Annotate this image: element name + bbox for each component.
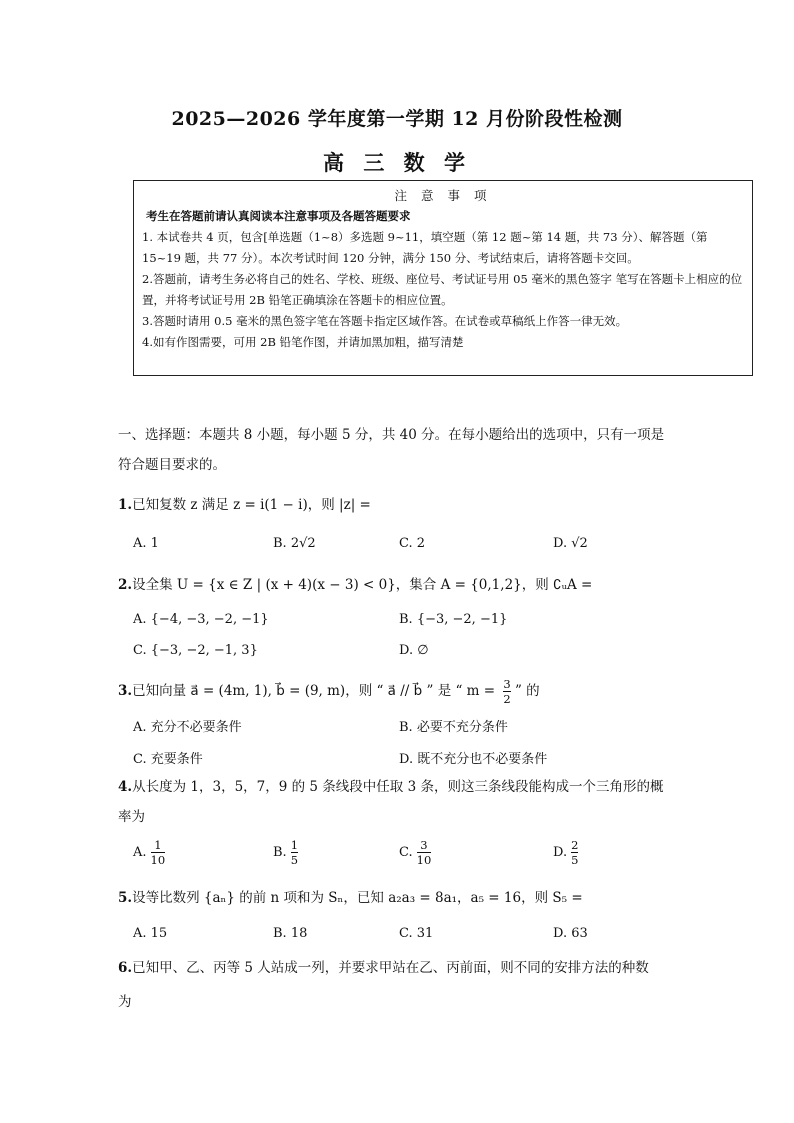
notice-item: 3.答题时请用 0.5 毫米的黑色签字笔在答题卡指定区域作答。在试卷或草稿纸上作答一律无效。 [142, 314, 628, 328]
question-number: 5. [118, 890, 133, 906]
question-number: 2. [118, 577, 133, 593]
option-d [553, 838, 578, 867]
exam-title: 2025—2026 学年度第一学期 12 月份阶段性检测 [171, 108, 623, 130]
option-a [133, 838, 165, 867]
fraction-denominator: 5 [571, 853, 579, 867]
notice-item: 1. 本试卷共 4 页，包含[单选题（1~8）多选题 9~11，填空题（第 12 题~第 14 题，共 73 分）、解答题（第 15~19 题，共 77 分）。本次考试时间 120 分钟，满分 150 分、考试结束后，请将答题卡交回。 [142, 230, 708, 265]
question-number: 4. [118, 779, 133, 795]
question-stem-line2: 为 [118, 994, 132, 1010]
fraction [417, 838, 432, 867]
question-6 [118, 953, 678, 1017]
question-stem: 已知向量 a⃗ = (4m, 1), b⃗ = (9, m)，则 “ a⃗ // b⃗ ” 是 “ m = [132, 683, 500, 699]
question-number: 3. [118, 683, 133, 699]
option-d: D. ∅ [399, 643, 429, 658]
notice-box [133, 180, 753, 376]
question-1 [118, 490, 678, 520]
fraction-numerator: 3 [503, 677, 511, 691]
option-b [273, 838, 298, 867]
question-number: 1. [118, 497, 133, 513]
notice-heading: 注 意 事 项 [394, 188, 492, 203]
question-3 [118, 676, 678, 706]
exam-subject: 高 三 数 学 [323, 150, 471, 175]
option-a: A. {−4, −3, −2, −1} [133, 612, 269, 627]
fraction-denominator: 2 [503, 692, 511, 706]
section-line: 一、选择题：本题共 8 小题，每小题 5 分，共 40 分。在每小题给出的选项中，只有一项是 [118, 427, 665, 443]
option-label: A. [133, 845, 147, 860]
question-stem: 设全集 U = {x ∈ Z | (x + 4)(x − 3) < 0}，集合 A = {0,1,2}，则 ∁ᵤA = [132, 577, 593, 593]
option-c: C. 2 [399, 536, 426, 551]
question-5 [118, 883, 678, 913]
fraction-numerator: 2 [571, 838, 579, 852]
fraction-denominator: 10 [150, 853, 166, 867]
option-b: B. 2√2 [273, 536, 316, 551]
notice-item: 2.答题前，请考生务必将自己的姓名、学校、班级、座位号、考试证号用 05 毫米的黑色签字 笔写在答题卡上相应的位置，并将考试证号用 2B 铅笔正确填涂在答题卡的相应位置。 [142, 272, 743, 307]
question-stem: 已知复数 z 满足 z = i(1 − i)，则 |z| = [132, 497, 371, 513]
fraction-numerator: 1 [154, 838, 162, 852]
option-label: B. [273, 845, 287, 860]
fraction [291, 838, 298, 867]
question-stem-end: ” 的 [510, 683, 540, 699]
fraction [151, 838, 166, 867]
notice-item: 4.如有作图需要，可用 2B 铅笔作图，并请加黑加粗，描写清楚 [142, 335, 464, 349]
option-d: D. √2 [553, 536, 588, 551]
option-a: A. 1 [133, 536, 159, 551]
option-b: B. 必要不充分条件 [399, 720, 508, 735]
section-heading [118, 420, 678, 480]
option-c: C. 31 [399, 926, 434, 941]
question-stem: 从长度为 1，3，5，7，9 的 5 条线段中任取 3 条，则这三条线段能构成一个三角形的概 [132, 779, 664, 795]
question-4 [118, 772, 678, 832]
question-stem: 已知甲、乙、丙等 5 人站成一列，并要求甲站在乙、丙前面，则不同的安排方法的种数 [132, 960, 649, 976]
option-c [399, 838, 431, 867]
option-d: D. 既不充分也不必要条件 [399, 752, 548, 767]
option-b: B. {−3, −2, −1} [399, 612, 508, 627]
fraction [571, 838, 578, 867]
option-a: A. 充分不必要条件 [133, 720, 242, 735]
fraction-denominator: 5 [290, 853, 299, 867]
option-label: C. [399, 845, 413, 860]
fraction-denominator: 10 [416, 853, 432, 867]
fraction-numerator: 3 [420, 838, 428, 852]
fraction [503, 677, 510, 706]
section-line: 符合题目要求的。 [118, 457, 226, 473]
option-d: D. 63 [553, 926, 588, 941]
option-a: A. 15 [133, 926, 168, 941]
option-b: B. 18 [273, 926, 308, 941]
option-label: D. [553, 845, 568, 860]
question-number: 6. [118, 960, 133, 976]
question-stem-line2: 率为 [118, 809, 145, 825]
fraction-numerator: 1 [290, 838, 299, 852]
option-c: C. 充要条件 [133, 752, 203, 767]
option-c: C. {−3, −2, −1, 3} [133, 643, 258, 658]
question-stem: 设等比数列 {aₙ} 的前 n 项和为 Sₙ，已知 a₂a₃ = 8a₁，a₅ = 16，则 S₅ = [132, 890, 583, 906]
question-2 [118, 570, 678, 600]
notice-requirement: 考生在答题前请认真阅读本注意事项及各题答题要求 [146, 209, 411, 223]
